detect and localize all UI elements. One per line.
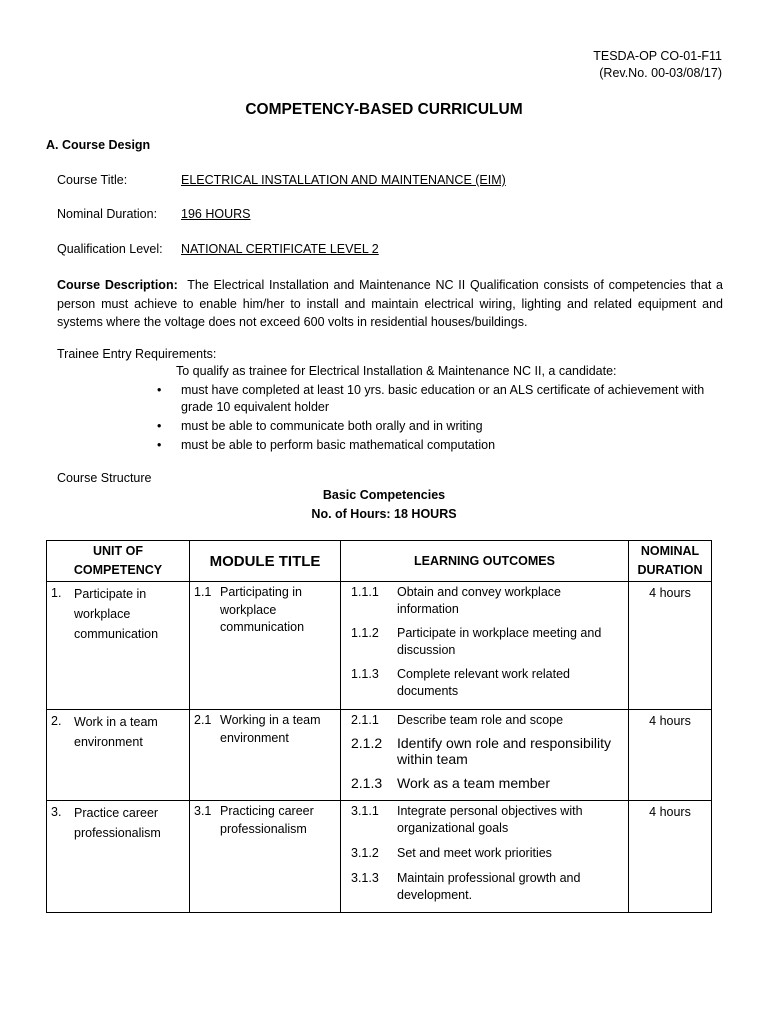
learning-outcome: 1.1.3 Complete relevant work related documents — [351, 667, 570, 698]
table-row — [47, 801, 712, 913]
bullet-icon: • — [157, 419, 162, 433]
requirements-list — [157, 382, 723, 456]
outcomes-cell — [341, 582, 629, 710]
outcomes-cell — [341, 801, 629, 913]
qualification-level-value: NATIONAL CERTIFICATE LEVEL 2 — [181, 242, 379, 256]
form-code: TESDA-OP CO-01-F11 — [593, 49, 722, 63]
column-header-outcomes: LEARNING OUTCOMES — [341, 541, 629, 582]
learning-outcome: 3.1.1 Integrate personal objectives with organizational goals — [351, 804, 583, 835]
table-row — [47, 582, 712, 710]
page-title: COMPETENCY-BASED CURRICULUM — [245, 101, 523, 118]
unit-cell: 3. Practice career professionalism — [47, 801, 190, 913]
entry-requirements-intro: To qualify as trainee for Electrical Installation & Maintenance NC II, a candidate: — [176, 364, 617, 378]
basic-competencies-title: Basic Competencies — [322, 488, 446, 502]
learning-outcome: 2.1.3 Work as a team member — [351, 775, 551, 791]
column-header-module: MODULE TITLE — [190, 541, 341, 582]
table-row — [47, 710, 712, 801]
unit-cell: 1. Participate in workplace communication — [47, 582, 190, 710]
list-item: • must be able to communicate both orally and in writing — [157, 419, 483, 433]
duration-cell: 4 hours — [629, 710, 712, 801]
entry-requirements-title: Trainee Entry Requirements: — [57, 347, 217, 361]
learning-outcome: 3.1.2 Set and meet work priorities — [351, 846, 552, 860]
column-header-unit: UNIT OF COMPETENCY — [47, 541, 190, 582]
course-title-label: Course Title: — [57, 173, 128, 187]
competency-table — [46, 540, 712, 913]
duration-cell: 4 hours — [629, 582, 712, 710]
duration-label: Nominal Duration: — [57, 207, 158, 221]
learning-outcome: 3.1.3 Maintain professional growth and development. — [351, 871, 581, 902]
list-item: • must be able to perform basic mathematical computation — [157, 438, 496, 452]
table-header-row — [47, 541, 712, 582]
course-title-value: ELECTRICAL INSTALLATION AND MAINTENANCE (EIM) — [181, 173, 506, 187]
module-cell: 1.1 Participating in workplace communication — [190, 582, 341, 710]
revision-number: (Rev.No. 00-03/08/17) — [599, 66, 722, 80]
list-item: • must have completed at least 10 yrs. basic education or an ALS certificate of achievement with grade 10 equivalent holder — [157, 383, 705, 414]
column-header-duration: NOMINAL DURATION — [629, 541, 712, 582]
learning-outcome: 2.1.1 Describe team role and scope — [351, 713, 564, 727]
bullet-icon: • — [157, 383, 162, 397]
unit-cell: 2. Work in a team environment — [47, 710, 190, 801]
course-description-label: Course Description: — [57, 278, 178, 292]
duration-cell: 4 hours — [629, 801, 712, 913]
module-cell: 3.1 Practicing career professionalism — [190, 801, 341, 913]
qualification-level-label: Qualification Level: — [57, 242, 163, 256]
course-description-text: The Electrical Installation and Maintenance NC II Qualification consists of competencies that a person must achieve to enable him/her to install and maintain electrical wiring, lighting and related equipment and systems where the voltage does not exceed 600 volts in residential houses/buildings. — [57, 278, 724, 329]
outcomes-cell — [341, 710, 629, 801]
module-cell: 2.1 Working in a team environment — [190, 710, 341, 801]
course-description — [57, 276, 723, 332]
duration-value: 196 HOURS — [181, 207, 251, 221]
section-heading: A. Course Design — [46, 138, 151, 152]
learning-outcome: 1.1.2 Participate in workplace meeting and discussion — [351, 626, 602, 657]
hours-label: No. of Hours: 18 HOURS — [311, 507, 457, 521]
course-structure-label: Course Structure — [57, 471, 152, 485]
learning-outcome: 1.1.1 Obtain and convey workplace information — [351, 585, 561, 616]
document-code — [593, 48, 722, 82]
learning-outcome: 2.1.2 Identify own role and responsibility within team — [351, 735, 612, 767]
bullet-icon: • — [157, 438, 162, 452]
